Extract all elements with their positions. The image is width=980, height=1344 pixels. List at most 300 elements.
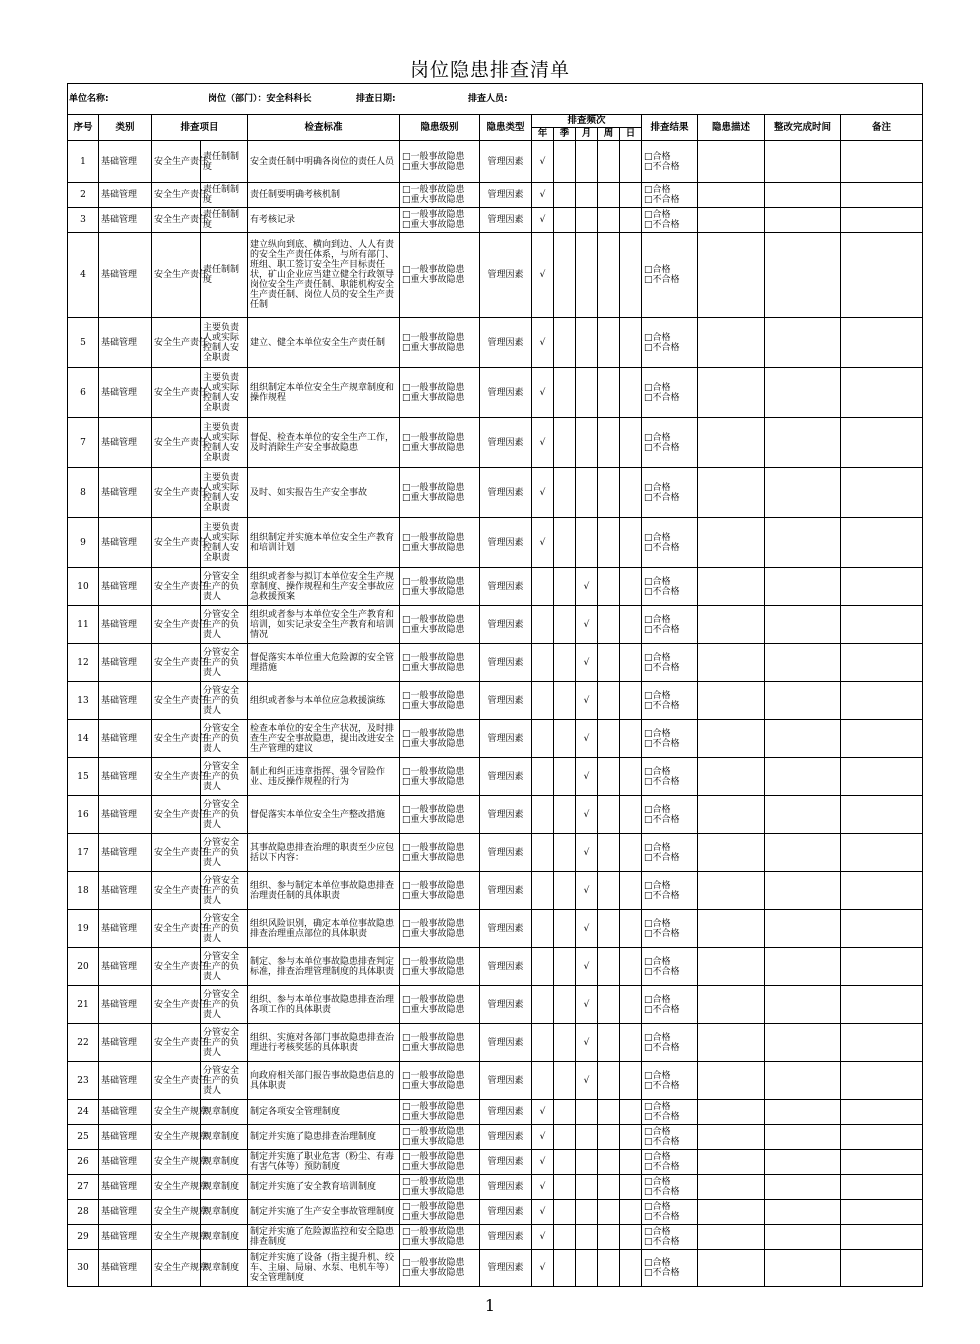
freq-month-cell [576,1150,598,1175]
level-major-checkbox[interactable]: □重大事故隐患 [402,1162,465,1172]
row-deadline[interactable] [765,1175,841,1200]
level-general-checkbox[interactable]: □一般事故隐患 [402,842,465,853]
row-description[interactable] [698,183,765,208]
row-result[interactable] [642,518,698,568]
result-fail-checkbox[interactable]: □不合格 [644,928,680,939]
row-remark[interactable] [841,682,923,720]
row-remark[interactable] [841,1250,923,1287]
level-major-checkbox[interactable]: □重大事故隐患 [402,966,465,977]
row-level[interactable] [400,682,480,720]
level-major-checkbox[interactable]: □重大事故隐患 [402,1112,465,1122]
level-major-checkbox[interactable]: □重大事故隐患 [402,814,465,825]
row-remark[interactable] [841,606,923,644]
level-major-checkbox[interactable]: □重大事故隐患 [402,442,465,453]
row-result[interactable] [642,606,698,644]
level-major-checkbox[interactable]: □重大事故隐患 [402,662,465,673]
row-level[interactable] [400,368,480,418]
result-pass-checkbox[interactable]: □合格 [644,210,671,220]
row-deadline[interactable] [765,318,841,368]
row-deadline[interactable] [765,1225,841,1250]
row-description[interactable] [698,796,765,834]
row-remark[interactable] [841,1024,923,1062]
result-fail-checkbox[interactable]: □不合格 [644,1237,680,1247]
row-result[interactable] [642,644,698,682]
result-fail-checkbox[interactable]: □不合格 [644,161,680,172]
result-fail-checkbox[interactable]: □不合格 [644,966,680,977]
result-pass-checkbox[interactable]: □合格 [644,432,671,443]
row-level[interactable] [400,986,480,1024]
level-general-checkbox[interactable]: □一般事故隐患 [402,766,465,777]
row-deadline[interactable] [765,518,841,568]
row-category: 基础管理 [99,948,152,986]
level-major-checkbox[interactable]: □重大事故隐患 [402,275,465,285]
row-description[interactable] [698,518,765,568]
row-result[interactable] [642,796,698,834]
level-major-checkbox[interactable]: □重大事故隐患 [402,1212,465,1222]
row-remark[interactable] [841,568,923,606]
row-level[interactable] [400,948,480,986]
level-major-checkbox[interactable]: □重大事故隐患 [402,1004,465,1015]
level-major-checkbox[interactable]: □重大事故隐患 [402,1187,465,1197]
result-fail-checkbox[interactable]: □不合格 [644,662,680,673]
level-general-checkbox[interactable]: □一般事故隐患 [402,690,465,701]
row-deadline[interactable] [765,1100,841,1125]
row-deadline[interactable] [765,606,841,644]
row-level[interactable] [400,208,480,233]
result-fail-checkbox[interactable]: □不合格 [644,700,680,711]
row-level[interactable] [400,910,480,948]
result-fail-checkbox[interactable]: □不合格 [644,738,680,749]
row-result[interactable] [642,948,698,986]
row-remark[interactable] [841,233,923,318]
result-fail-checkbox[interactable]: □不合格 [644,1042,680,1053]
level-major-checkbox[interactable]: □重大事故隐患 [402,738,465,749]
row-result[interactable] [642,720,698,758]
row-description[interactable] [698,834,765,872]
row-result[interactable] [642,318,698,368]
result-pass-checkbox[interactable]: □合格 [644,532,671,543]
row-deadline[interactable] [765,208,841,233]
level-general-checkbox[interactable]: □一般事故隐患 [402,1070,465,1081]
row-subitem: 规章制度 [201,1250,248,1287]
row-deadline[interactable] [765,872,841,910]
level-major-checkbox[interactable]: □重大事故隐患 [402,1042,465,1053]
row-item: 安全生产责任 [152,796,201,834]
result-fail-checkbox[interactable]: □不合格 [644,814,680,825]
row-result[interactable] [642,1225,698,1250]
result-pass-checkbox[interactable]: □合格 [644,614,671,625]
freq-quarter-cell [554,568,576,606]
result-pass-checkbox[interactable]: □合格 [644,265,671,275]
result-fail-checkbox[interactable]: □不合格 [644,1187,680,1197]
row-level[interactable] [400,872,480,910]
row-description[interactable] [698,368,765,418]
result-pass-checkbox[interactable]: □合格 [644,1102,671,1112]
row-remark[interactable] [841,468,923,518]
result-pass-checkbox[interactable]: □合格 [644,576,671,587]
level-general-checkbox[interactable]: □一般事故隐患 [402,265,465,275]
result-pass-checkbox[interactable]: □合格 [644,1227,671,1237]
result-pass-checkbox[interactable]: □合格 [644,382,671,393]
row-remark[interactable] [841,1125,923,1150]
result-pass-checkbox[interactable]: □合格 [644,1177,671,1187]
level-general-checkbox[interactable]: □一般事故隐患 [402,614,465,625]
level-general-checkbox[interactable]: □一般事故隐患 [402,1227,465,1237]
level-general-checkbox[interactable]: □一般事故隐患 [402,1127,465,1137]
result-fail-checkbox[interactable]: □不合格 [644,542,680,553]
row-deadline[interactable] [765,141,841,183]
row-level[interactable] [400,1150,480,1175]
row-deadline[interactable] [765,796,841,834]
row-level[interactable] [400,796,480,834]
row-result[interactable] [642,1200,698,1225]
row-description[interactable] [698,1062,765,1100]
row-result[interactable] [642,1100,698,1125]
row-deadline[interactable] [765,1250,841,1287]
row-remark[interactable] [841,986,923,1024]
row-description[interactable] [698,208,765,233]
row-deadline[interactable] [765,183,841,208]
row-deadline[interactable] [765,568,841,606]
level-major-checkbox[interactable]: □重大事故隐患 [402,1268,465,1278]
row-result[interactable] [642,1175,698,1200]
row-result[interactable] [642,468,698,518]
row-result[interactable] [642,208,698,233]
row-level[interactable] [400,1250,480,1287]
row-standard: 组织、参与制定本单位事故隐患排查治理责任制的具体职责 [248,872,400,910]
header-year: 年 [532,128,554,141]
freq-day-cell [620,518,642,568]
row-deadline[interactable] [765,233,841,318]
result-pass-checkbox[interactable]: □合格 [644,1258,671,1268]
check-mark-icon: √ [583,657,590,668]
row-remark[interactable] [841,318,923,368]
header-desc: 隐患描述 [698,115,765,141]
row-description[interactable] [698,986,765,1024]
result-pass-checkbox[interactable]: □合格 [644,482,671,493]
row-result[interactable] [642,1125,698,1150]
result-pass-checkbox[interactable]: □合格 [644,804,671,815]
row-remark[interactable] [841,758,923,796]
row-deadline[interactable] [765,1024,841,1062]
row-level[interactable] [400,141,480,183]
row-deadline[interactable] [765,720,841,758]
level-general-checkbox[interactable]: □一般事故隐患 [402,1032,465,1043]
row-description[interactable] [698,1150,765,1175]
result-fail-checkbox[interactable]: □不合格 [644,275,680,285]
freq-day-cell [620,141,642,183]
row-subitem: 分管安全生产的负责人 [201,682,248,720]
row-description[interactable] [698,418,765,468]
result-pass-checkbox[interactable]: □合格 [644,1032,671,1043]
level-general-checkbox[interactable]: □一般事故隐患 [402,382,465,393]
result-pass-checkbox[interactable]: □合格 [644,1070,671,1081]
result-pass-checkbox[interactable]: □合格 [644,918,671,929]
row-result[interactable] [642,1024,698,1062]
level-general-checkbox[interactable]: □一般事故隐患 [402,1258,465,1268]
row-level[interactable] [400,758,480,796]
result-fail-checkbox[interactable]: □不合格 [644,1004,680,1015]
row-remark[interactable] [841,1062,923,1100]
row-description[interactable] [698,1024,765,1062]
row-level[interactable] [400,568,480,606]
row-deadline[interactable] [765,418,841,468]
row-result[interactable] [642,910,698,948]
row-seq: 10 [68,568,99,606]
row-result[interactable] [642,233,698,318]
level-major-checkbox[interactable]: □重大事故隐患 [402,928,465,939]
row-description[interactable] [698,233,765,318]
row-result[interactable] [642,834,698,872]
row-description[interactable] [698,606,765,644]
result-fail-checkbox[interactable]: □不合格 [644,624,680,635]
level-general-checkbox[interactable]: □一般事故隐患 [402,918,465,929]
table-row [68,910,923,948]
result-pass-checkbox[interactable]: □合格 [644,690,671,701]
result-pass-checkbox[interactable]: □合格 [644,994,671,1005]
row-remark[interactable] [841,1175,923,1200]
freq-quarter-cell [554,318,576,368]
freq-week-cell [598,872,620,910]
row-description[interactable] [698,468,765,518]
level-major-checkbox[interactable]: □重大事故隐患 [402,392,465,403]
level-general-checkbox[interactable]: □一般事故隐患 [402,482,465,493]
row-level[interactable] [400,1125,480,1150]
level-general-checkbox[interactable]: □一般事故隐患 [402,532,465,543]
row-description[interactable] [698,910,765,948]
row-result[interactable] [642,418,698,468]
row-result[interactable] [642,1250,698,1287]
row-level[interactable] [400,233,480,318]
row-deadline[interactable] [765,1200,841,1225]
row-result[interactable] [642,986,698,1024]
row-deadline[interactable] [765,986,841,1024]
row-result[interactable] [642,682,698,720]
level-general-checkbox[interactable]: □一般事故隐患 [402,728,465,739]
result-pass-checkbox[interactable]: □合格 [644,185,671,195]
level-major-checkbox[interactable]: □重大事故隐患 [402,492,465,503]
row-result[interactable] [642,758,698,796]
row-remark[interactable] [841,872,923,910]
row-subitem: 分管安全生产的负责人 [201,796,248,834]
row-deadline[interactable] [765,368,841,418]
result-pass-checkbox[interactable]: □合格 [644,1202,671,1212]
level-general-checkbox[interactable]: □一般事故隐患 [402,185,465,195]
level-general-checkbox[interactable]: □一般事故隐患 [402,1152,465,1162]
level-major-checkbox[interactable]: □重大事故隐患 [402,342,465,353]
result-pass-checkbox[interactable]: □合格 [644,652,671,663]
result-fail-checkbox[interactable]: □不合格 [644,195,680,205]
result-pass-checkbox[interactable]: □合格 [644,1152,671,1162]
row-remark[interactable] [841,418,923,468]
level-major-checkbox[interactable]: □重大事故隐患 [402,195,465,205]
row-result[interactable] [642,1062,698,1100]
level-major-checkbox[interactable]: □重大事故隐患 [402,220,465,230]
result-fail-checkbox[interactable]: □不合格 [644,392,680,403]
row-deadline[interactable] [765,468,841,518]
level-major-checkbox[interactable]: □重大事故隐患 [402,1137,465,1147]
row-description[interactable] [698,1250,765,1287]
level-major-checkbox[interactable]: □重大事故隐患 [402,624,465,635]
result-pass-checkbox[interactable]: □合格 [644,842,671,853]
row-description[interactable] [698,1200,765,1225]
row-description[interactable] [698,1125,765,1150]
level-major-checkbox[interactable]: □重大事故隐患 [402,890,465,901]
freq-month-cell [576,141,598,183]
row-result[interactable] [642,568,698,606]
row-remark[interactable] [841,208,923,233]
level-major-checkbox[interactable]: □重大事故隐患 [402,586,465,597]
result-fail-checkbox[interactable]: □不合格 [644,852,680,863]
row-level[interactable] [400,1062,480,1100]
row-remark[interactable] [841,1150,923,1175]
row-remark[interactable] [841,796,923,834]
result-fail-checkbox[interactable]: □不合格 [644,442,680,453]
level-general-checkbox[interactable]: □一般事故隐患 [402,652,465,663]
row-description[interactable] [698,720,765,758]
result-fail-checkbox[interactable]: □不合格 [644,776,680,787]
freq-year-cell [532,1150,554,1175]
row-description[interactable] [698,568,765,606]
level-general-checkbox[interactable]: □一般事故隐患 [402,432,465,443]
row-result[interactable] [642,1150,698,1175]
result-fail-checkbox[interactable]: □不合格 [644,1162,680,1172]
row-remark[interactable] [841,1200,923,1225]
result-fail-checkbox[interactable]: □不合格 [644,586,680,597]
row-item: 安全生产责任 [152,682,201,720]
row-level[interactable] [400,1200,480,1225]
result-pass-checkbox[interactable]: □合格 [644,956,671,967]
level-general-checkbox[interactable]: □一般事故隐患 [402,880,465,891]
row-deadline[interactable] [765,834,841,872]
row-description[interactable] [698,682,765,720]
level-major-checkbox[interactable]: □重大事故隐患 [402,1080,465,1091]
row-deadline[interactable] [765,910,841,948]
row-level[interactable] [400,318,480,368]
result-pass-checkbox[interactable]: □合格 [644,766,671,777]
row-type: 管理因素 [480,318,532,368]
row-level[interactable] [400,834,480,872]
level-general-checkbox[interactable]: □一般事故隐患 [402,332,465,343]
freq-year-cell [532,1250,554,1287]
row-level[interactable] [400,183,480,208]
row-description[interactable] [698,872,765,910]
row-level[interactable] [400,1175,480,1200]
level-major-checkbox[interactable]: □重大事故隐患 [402,776,465,787]
row-result[interactable] [642,872,698,910]
row-remark[interactable] [841,910,923,948]
row-remark[interactable] [841,1225,923,1250]
row-description[interactable] [698,1100,765,1125]
level-major-checkbox[interactable]: □重大事故隐患 [402,161,465,172]
level-major-checkbox[interactable]: □重大事故隐患 [402,852,465,863]
result-pass-checkbox[interactable]: □合格 [644,332,671,343]
row-deadline[interactable] [765,644,841,682]
row-level[interactable] [400,1024,480,1062]
level-general-checkbox[interactable]: □一般事故隐患 [402,1177,465,1187]
row-result[interactable] [642,368,698,418]
row-description[interactable] [698,758,765,796]
row-description[interactable] [698,1175,765,1200]
freq-year-cell [532,606,554,644]
row-standard: 制定并实施了安全教育培训制度 [248,1175,400,1200]
row-remark[interactable] [841,834,923,872]
row-type: 管理因素 [480,1250,532,1287]
result-fail-checkbox[interactable]: □不合格 [644,1112,680,1122]
level-general-checkbox[interactable]: □一般事故隐患 [402,804,465,815]
row-level[interactable] [400,468,480,518]
result-pass-checkbox[interactable]: □合格 [644,880,671,891]
row-remark[interactable] [841,183,923,208]
row-remark[interactable] [841,368,923,418]
row-subitem: 责任制制度 [201,233,248,318]
row-remark[interactable] [841,141,923,183]
result-fail-checkbox[interactable]: □不合格 [644,1268,680,1278]
freq-day-cell [620,834,642,872]
result-pass-checkbox[interactable]: □合格 [644,151,671,162]
level-general-checkbox[interactable]: □一般事故隐患 [402,576,465,587]
level-general-checkbox[interactable]: □一般事故隐患 [402,151,465,162]
freq-week-cell [598,318,620,368]
level-major-checkbox[interactable]: □重大事故隐患 [402,1237,465,1247]
level-general-checkbox[interactable]: □一般事故隐患 [402,210,465,220]
level-major-checkbox[interactable]: □重大事故隐患 [402,700,465,711]
row-level[interactable] [400,720,480,758]
row-remark[interactable] [841,518,923,568]
result-fail-checkbox[interactable]: □不合格 [644,1212,680,1222]
result-fail-checkbox[interactable]: □不合格 [644,1080,680,1091]
row-level[interactable] [400,606,480,644]
result-pass-checkbox[interactable]: □合格 [644,728,671,739]
row-description[interactable] [698,644,765,682]
result-fail-checkbox[interactable]: □不合格 [644,492,680,503]
row-result[interactable] [642,141,698,183]
level-general-checkbox[interactable]: □一般事故隐患 [402,994,465,1005]
row-deadline[interactable] [765,1150,841,1175]
result-fail-checkbox[interactable]: □不合格 [644,220,680,230]
level-general-checkbox[interactable]: □一般事故隐患 [402,1102,465,1112]
result-fail-checkbox[interactable]: □不合格 [644,890,680,901]
row-result[interactable] [642,183,698,208]
result-pass-checkbox[interactable]: □合格 [644,1127,671,1137]
level-general-checkbox[interactable]: □一般事故隐患 [402,956,465,967]
row-level[interactable] [400,418,480,468]
row-description[interactable] [698,318,765,368]
row-level[interactable] [400,644,480,682]
row-remark[interactable] [841,644,923,682]
row-remark[interactable] [841,720,923,758]
row-remark[interactable] [841,1100,923,1125]
row-level[interactable] [400,518,480,568]
level-major-checkbox[interactable]: □重大事故隐患 [402,542,465,553]
row-description[interactable] [698,1225,765,1250]
level-general-checkbox[interactable]: □一般事故隐患 [402,1202,465,1212]
row-description[interactable] [698,141,765,183]
row-level[interactable] [400,1225,480,1250]
result-fail-checkbox[interactable]: □不合格 [644,1137,680,1147]
row-deadline[interactable] [765,682,841,720]
row-deadline[interactable] [765,948,841,986]
row-standard: 组织风险识别，确定本单位事故隐患排查治理重点部位的具体职责 [248,910,400,948]
row-level[interactable] [400,1100,480,1125]
row-deadline[interactable] [765,1062,841,1100]
row-description[interactable] [698,948,765,986]
row-deadline[interactable] [765,758,841,796]
freq-year-cell [532,208,554,233]
row-remark[interactable] [841,948,923,986]
result-fail-checkbox[interactable]: □不合格 [644,342,680,353]
row-deadline[interactable] [765,1125,841,1150]
